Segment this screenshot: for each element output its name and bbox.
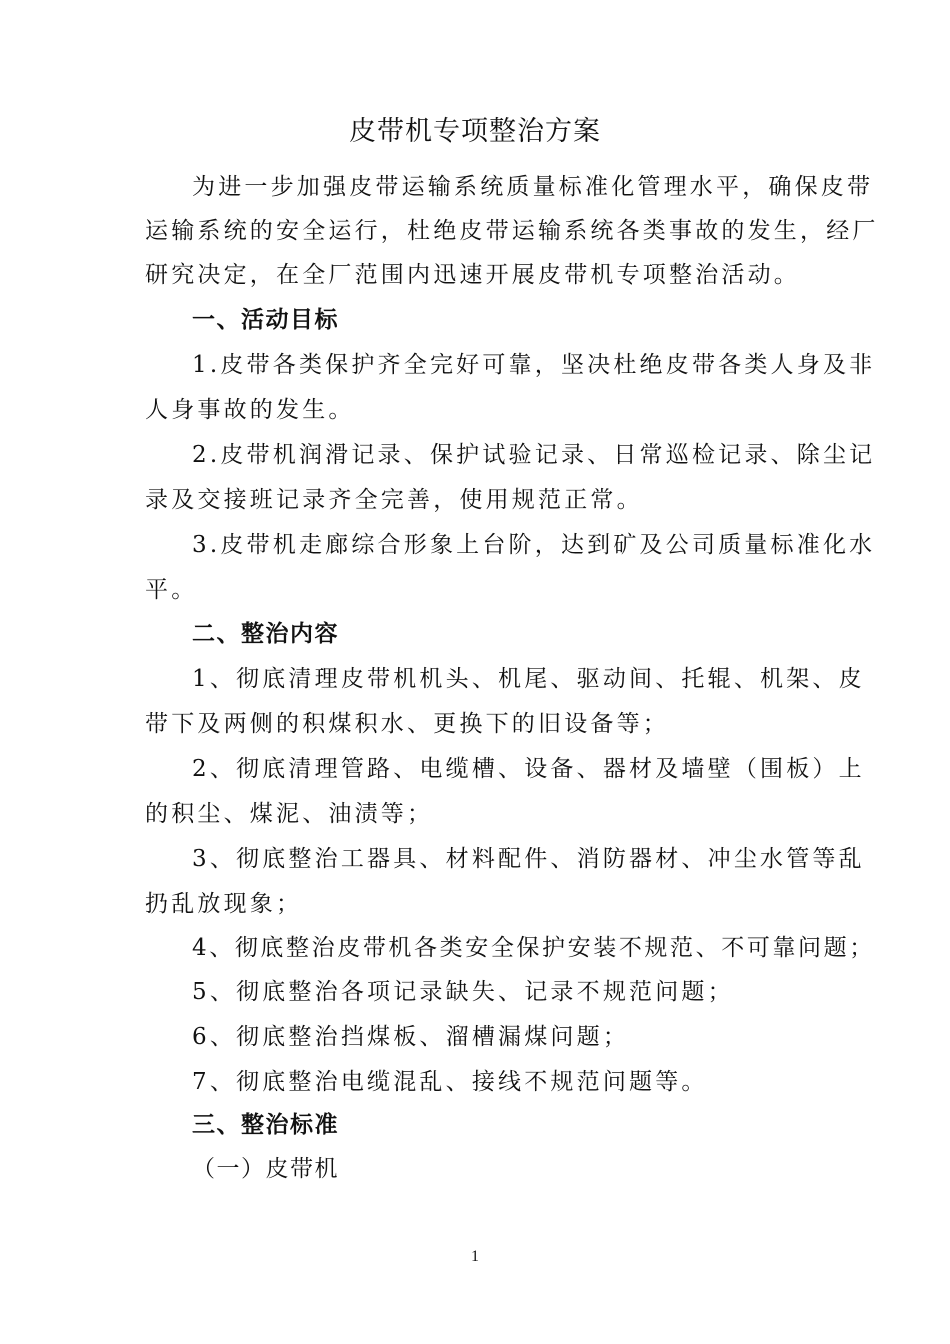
content-item-continuation: 的积尘、煤泥、油渍等； — [145, 801, 434, 827]
goal-item-continuation: 录及交接班记录齐全完善，使用规范正常。 — [145, 487, 643, 513]
intro-line: 研究决定，在全厂范围内迅速开展皮带机专项整治活动。 — [145, 262, 800, 288]
goal-item: 3.皮带机走廊综合形象上台阶，达到矿及公司质量标准化水 — [192, 532, 876, 558]
page-number: 1 — [471, 1248, 479, 1265]
content-item: 6、彻底整治挡煤板、溜槽漏煤问题； — [192, 1024, 630, 1050]
section-heading-standards: 三、整治标准 — [192, 1112, 339, 1138]
goal-item: 2.皮带机润滑记录、保护试验记录、日常巡检记录、除尘记 — [192, 442, 876, 468]
content-item: 3、彻底整治工器具、材料配件、消防器材、冲尘水管等乱 — [192, 846, 865, 872]
section-heading-content: 二、整治内容 — [192, 621, 339, 647]
content-item-continuation: 带下及两侧的积煤积水、更换下的旧设备等； — [145, 711, 669, 737]
content-item: 5、彻底整治各项记录缺失、记录不规范问题； — [192, 979, 734, 1005]
intro-line: 为进一步加强皮带运输系统质量标准化管理水平，确保皮带 — [192, 174, 874, 200]
content-item: 2、彻底清理管路、电缆槽、设备、器材及墙壁（围板）上 — [192, 756, 865, 782]
content-item-continuation: 扔乱放现象； — [145, 891, 303, 917]
goal-item-continuation: 人身事故的发生。 — [145, 397, 355, 423]
section-heading-goals: 一、活动目标 — [192, 307, 339, 333]
subsection-heading: （一）皮带机 — [192, 1156, 339, 1182]
content-item: 4、彻底整治皮带机各类安全保护安装不规范、不可靠问题； — [192, 935, 875, 961]
intro-line: 运输系统的安全运行，杜绝皮带运输系统各类事故的发生，经厂 — [145, 218, 879, 244]
document-title: 皮带机专项整治方案 — [349, 116, 601, 147]
goal-item: 1.皮带各类保护齐全完好可靠，坚决杜绝皮带各类人身及非 — [192, 352, 876, 378]
goal-item-continuation: 平。 — [145, 577, 198, 603]
content-item: 1、彻底清理皮带机机头、机尾、驱动间、托辊、机架、皮 — [192, 666, 865, 692]
content-item: 7、彻底整治电缆混乱、接线不规范问题等。 — [192, 1069, 708, 1095]
